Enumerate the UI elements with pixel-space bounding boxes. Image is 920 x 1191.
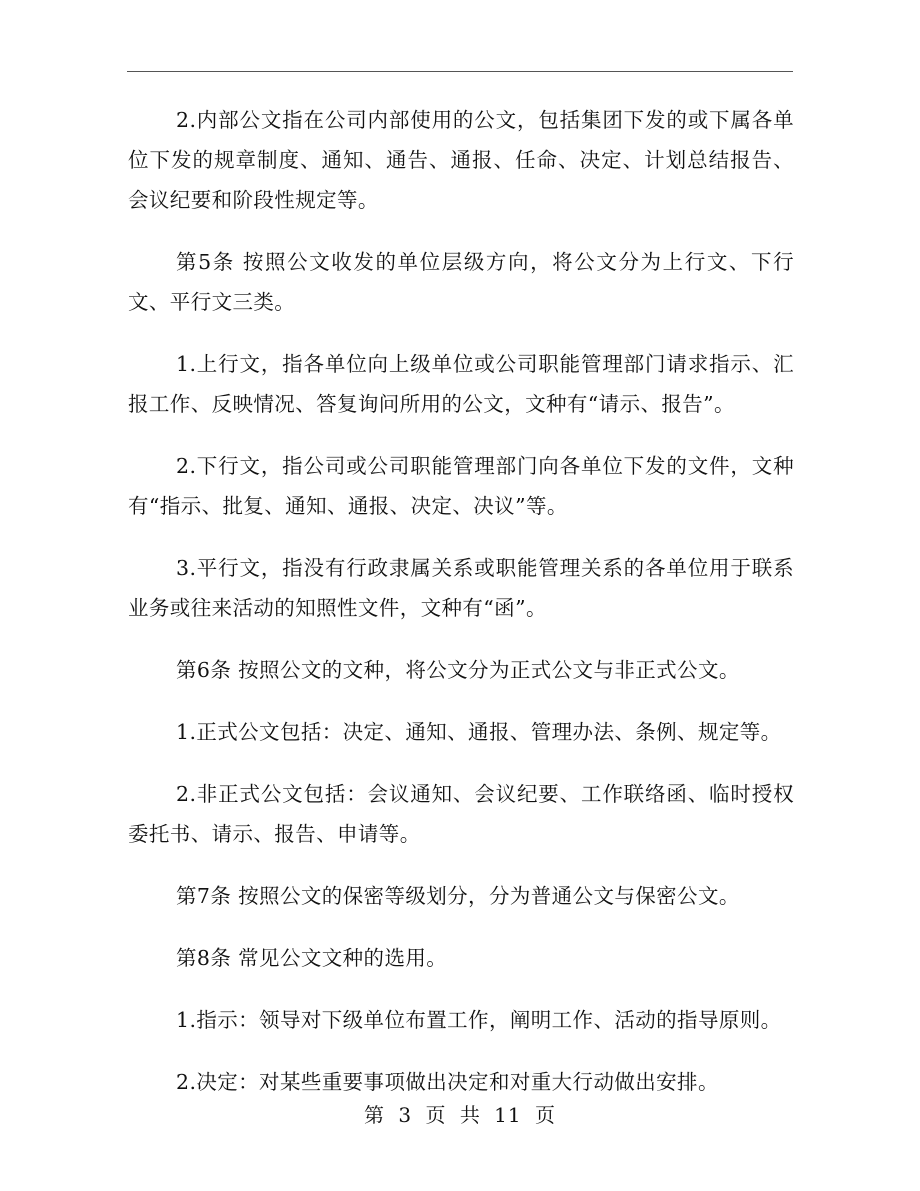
paragraph-decision: 2.决定：对某些重要事项做出决定和对重大行动做出安排。 — [176, 1070, 719, 1094]
paragraph-downward-documents: 2.下行文，指公司或公司职能管理部门向各单位下发的文件，文种有“指示、批复、通知、通报、决定、决议”等。 — [128, 454, 794, 518]
paragraph-formal-documents: 1.正式公文包括：决定、通知、通报、管理办法、条例、规定等。 — [176, 720, 782, 744]
paragraph-internal-documents: 2.内部公文指在公司内部使用的公文，包括集团下发的或下属各单位下发的规章制度、通知、通告、通报、任命、决定、计划总结报告、会议纪要和阶段性规定等。 — [128, 108, 794, 212]
paragraph-parallel-documents: 3.平行文，指没有行政隶属关系或职能管理关系的各单位用于联系业务或往来活动的知照性文件，文种有“函”。 — [128, 556, 794, 620]
paragraph-upward-documents: 1.上行文，指各单位向上级单位或公司职能管理部门请求指示、汇报工作、反映情况、答复询问所用的公文，文种有“请示、报告”。 — [128, 352, 794, 416]
footer-total-word: 共 — [459, 1103, 481, 1127]
paragraph-directive: 1.指示：领导对下级单位布置工作，阐明工作、活动的指导原则。 — [176, 1008, 782, 1032]
header-rule — [127, 71, 793, 72]
paragraph-article-6: 第6条 按照公文的文种，将公文分为正式公文与非正式公文。 — [176, 658, 740, 682]
footer-suffix: 页 — [534, 1103, 556, 1127]
paragraph-article-8: 第8条 常见公文文种的选用。 — [176, 946, 448, 970]
total-page-count: 11 — [494, 1103, 522, 1127]
paragraph-article-5: 第5条 按照公文收发的单位层级方向，将公文分为上行文、下行文、平行文三类。 — [128, 250, 794, 314]
paragraph-article-7: 第7条 按照公文的保密等级划分，分为普通公文与保密公文。 — [176, 884, 740, 908]
page-footer — [0, 1100, 920, 1130]
footer-page-word: 页 — [425, 1103, 447, 1127]
footer-prefix: 第 — [364, 1103, 385, 1127]
current-page-number: 3 — [398, 1103, 413, 1127]
document-body — [128, 100, 794, 1124]
paragraph-informal-documents: 2.非正式公文包括：会议通知、会议纪要、工作联络函、临时授权委托书、请示、报告、申请等。 — [128, 782, 794, 846]
